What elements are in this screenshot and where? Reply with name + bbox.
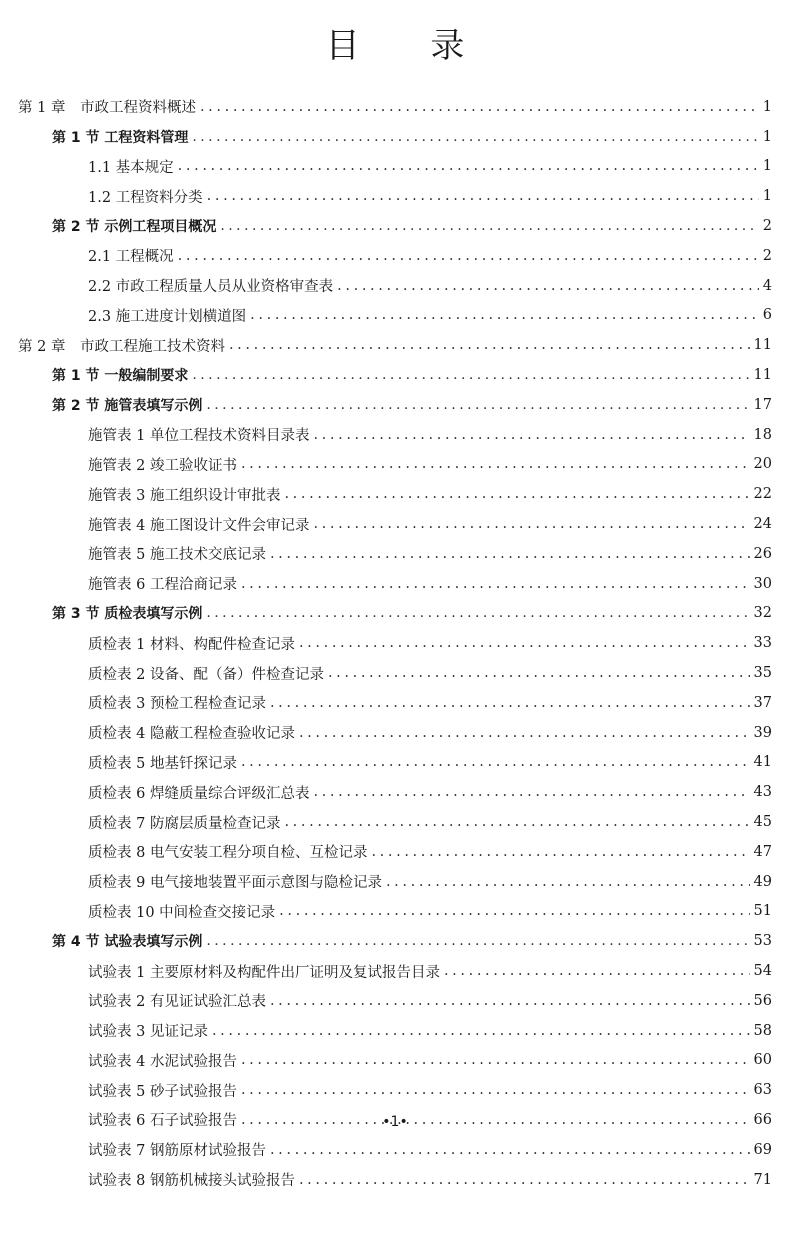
toc-dot-leader: [241, 455, 750, 473]
toc-item-entry[interactable]: [0, 628, 790, 658]
toc-item-entry[interactable]: [0, 1135, 790, 1165]
toc-entry-label: 质检表 7 防腐层质量检查记录: [88, 815, 281, 832]
toc-entry-label: 1.1 基本规定: [88, 159, 174, 176]
toc-item-entry[interactable]: [0, 1046, 790, 1076]
toc-section-entry[interactable]: [0, 599, 790, 629]
toc-entry-label: 质检表 5 地基钎探记录: [88, 755, 237, 772]
toc-section-entry[interactable]: [0, 390, 790, 420]
toc-dot-leader: [371, 843, 749, 861]
toc-entry-page-number: 2: [762, 218, 772, 235]
toc-dot-leader: [229, 336, 750, 354]
toc-entry-label: 施管表 4 施工图设计文件会审记录: [88, 517, 310, 534]
toc-entry-page-number: 20: [753, 456, 772, 473]
toc-entry-page-number: 49: [753, 873, 772, 890]
toc-entry-page-number: 37: [753, 694, 772, 711]
toc-entry-page-number: 43: [753, 784, 772, 801]
toc-dot-leader: [299, 634, 750, 652]
toc-dot-leader: [299, 1171, 750, 1189]
toc-entry-label: 质检表 10 中间检查交接记录: [88, 904, 276, 921]
toc-dot-leader: [270, 1141, 750, 1159]
toc-entry-label: 质检表 2 设备、配（备）件检查记录: [88, 666, 324, 683]
toc-dot-leader: [207, 187, 759, 205]
toc-item-entry[interactable]: [0, 450, 790, 480]
toc-entry-label: 第 2 节 施管表填写示例: [52, 397, 203, 414]
toc-dot-leader: [241, 753, 750, 771]
toc-entry-label: 试验表 8 钢筋机械接头试验报告: [88, 1173, 295, 1190]
toc-entry-label: 质检表 1 材料、构配件检查记录: [88, 636, 295, 653]
toc-entry-label: 第 2 节 示例工程项目概况: [52, 219, 217, 236]
toc-entry-page-number: 54: [753, 963, 772, 979]
toc-chapter-entry[interactable]: [0, 92, 790, 122]
toc-entry-page-number: 30: [753, 575, 772, 592]
toc-entry-page-number: 35: [753, 665, 772, 682]
toc-dot-leader: [313, 783, 749, 801]
toc-dot-leader: [200, 98, 759, 116]
toc-entry-page-number: 11: [753, 367, 772, 384]
toc-item-entry[interactable]: [0, 688, 790, 718]
toc-entry-page-number: 47: [753, 843, 772, 860]
toc-item-entry[interactable]: [0, 867, 790, 897]
toc-dot-leader: [250, 306, 759, 324]
toc-dot-leader: [299, 724, 750, 742]
toc-entry-page-number: 58: [753, 1022, 772, 1039]
toc-dot-leader: [212, 1022, 750, 1040]
toc-item-entry[interactable]: [0, 152, 790, 182]
toc-dot-leader: [192, 128, 758, 146]
toc-dot-leader: [241, 1051, 750, 1069]
toc-entry-page-number: 18: [753, 426, 772, 443]
toc-entry-page-number: 69: [753, 1141, 772, 1158]
toc-item-entry[interactable]: [0, 777, 790, 807]
toc-entry-label: 质检表 6 焊缝质量综合评级汇总表: [88, 785, 310, 802]
toc-item-entry[interactable]: [0, 479, 790, 509]
toc-dot-leader: [313, 515, 749, 533]
page-number: •1•: [382, 1114, 408, 1130]
toc-entry-page-number: 22: [753, 486, 772, 503]
toc-entry-label: 质检表 9 电气接地装置平面示意图与隐检记录: [88, 875, 382, 892]
toc-entry-label: 施管表 5 施工技术交底记录: [88, 547, 266, 564]
toc-item-entry[interactable]: [0, 956, 790, 986]
toc-entry-label: 施管表 6 工程洽商记录: [88, 577, 237, 594]
toc-dot-leader: [270, 992, 750, 1010]
toc-dot-leader: [206, 932, 749, 950]
toc-dot-leader: [241, 1081, 750, 1099]
table-of-contents: [0, 92, 790, 1194]
toc-item-entry[interactable]: [0, 986, 790, 1016]
toc-entry-label: 2.2 市政工程质量人员从业资格审查表: [88, 279, 334, 296]
toc-chapter-entry[interactable]: [0, 330, 790, 360]
toc-entry-page-number: 1: [762, 158, 772, 175]
toc-dot-leader: [206, 604, 749, 622]
toc-entry-label: 试验表 4 水泥试验报告: [88, 1053, 237, 1070]
toc-entry-page-number: 56: [753, 992, 772, 1009]
toc-dot-leader: [284, 813, 749, 831]
toc-entry-label: 试验表 5 砂子试验报告: [88, 1083, 237, 1100]
toc-entry-page-number: 32: [753, 605, 772, 622]
toc-dot-leader: [279, 902, 749, 920]
toc-dot-leader: [337, 277, 759, 295]
toc-entry-label: 2.1 工程概况: [88, 249, 174, 266]
toc-item-entry[interactable]: [0, 420, 790, 450]
toc-item-entry[interactable]: [0, 718, 790, 748]
toc-item-entry[interactable]: [0, 539, 790, 569]
toc-entry-page-number: 66: [753, 1111, 772, 1128]
toc-entry-label: 试验表 2 有见证试验汇总表: [88, 994, 266, 1011]
toc-entry-page-number: 60: [753, 1052, 772, 1069]
toc-entry-page-number: 2: [762, 247, 772, 264]
toc-item-entry[interactable]: [0, 1075, 790, 1105]
toc-entry-label: 质检表 4 隐蔽工程检查验收记录: [88, 726, 295, 743]
toc-dot-leader: [284, 485, 749, 503]
toc-entry-page-number: 39: [753, 724, 772, 741]
toc-entry-label: 2.3 施工进度计划横道图: [88, 308, 247, 325]
toc-entry-label: 第 1 节 工程资料管理: [52, 129, 189, 146]
toc-item-entry[interactable]: [0, 569, 790, 599]
toc-entry-label: 质检表 8 电气安装工程分项自检、互检记录: [88, 845, 368, 862]
toc-entry-page-number: 11: [753, 337, 772, 354]
toc-entry-page-number: 17: [753, 396, 772, 413]
toc-entry-page-number: 53: [753, 933, 772, 950]
toc-entry-page-number: 26: [753, 545, 772, 562]
toc-item-entry[interactable]: [0, 658, 790, 688]
toc-entry-label: 第 1 节 一般编制要求: [52, 368, 189, 385]
toc-item-entry[interactable]: [0, 1165, 790, 1195]
toc-entry-page-number: 45: [753, 814, 772, 831]
toc-entry-page-number: 1: [762, 98, 772, 115]
toc-dot-leader: [270, 694, 750, 712]
toc-entry-page-number: 24: [753, 516, 772, 533]
toc-entry-page-number: 33: [753, 635, 772, 652]
toc-section-entry[interactable]: [0, 926, 790, 956]
toc-entry-page-number: 6: [762, 307, 772, 324]
toc-entry-label: 试验表 1 主要原材料及构配件出厂证明及复试报告目录: [88, 964, 440, 981]
toc-item-entry[interactable]: [0, 241, 790, 271]
toc-item-entry[interactable]: [0, 837, 790, 867]
toc-entry-page-number: 1: [762, 188, 772, 205]
toc-entry-label: 试验表 6 石子试验报告: [88, 1113, 237, 1130]
toc-entry-label: 施管表 2 竣工验收证书: [88, 457, 237, 474]
toc-dot-leader: [386, 873, 750, 891]
toc-dot-leader: [192, 366, 749, 384]
toc-entry-label: 第 3 节 质检表填写示例: [52, 606, 203, 623]
toc-section-entry[interactable]: [0, 122, 790, 152]
toc-section-entry[interactable]: [0, 211, 790, 241]
toc-dot-leader: [178, 247, 759, 265]
toc-item-entry[interactable]: [0, 271, 790, 301]
toc-item-entry[interactable]: [0, 1016, 790, 1046]
toc-item-entry[interactable]: [0, 897, 790, 927]
toc-item-entry[interactable]: [0, 748, 790, 778]
toc-entry-label: 试验表 7 钢筋原材试验报告: [88, 1143, 266, 1160]
toc-dot-leader: [444, 962, 750, 980]
toc-dot-leader: [313, 426, 749, 444]
toc-entry-label: 第 2 章 市政工程施工技术资料: [18, 338, 225, 355]
toc-entry-page-number: 4: [762, 277, 772, 294]
toc-item-entry[interactable]: [0, 301, 790, 331]
toc-entry-label: 质检表 3 预检工程检查记录: [88, 696, 266, 713]
toc-dot-leader: [241, 575, 750, 593]
toc-entry-label: 第 1 章 市政工程资料概述: [18, 100, 196, 117]
toc-entry-page-number: 71: [753, 1171, 772, 1188]
toc-entry-label: 施管表 3 施工组织设计审批表: [88, 487, 281, 504]
toc-entry-page-number: 51: [753, 903, 772, 920]
toc-item-entry[interactable]: [0, 181, 790, 211]
toc-dot-leader: [206, 396, 749, 414]
toc-entry-label: 施管表 1 单位工程技术资料目录表: [88, 428, 310, 445]
toc-dot-leader: [328, 664, 750, 682]
toc-entry-page-number: 63: [753, 1082, 772, 1099]
toc-dot-leader: [178, 157, 759, 175]
toc-entry-label: 1.2 工程资料分类: [88, 189, 203, 206]
toc-dot-leader: [220, 217, 758, 235]
toc-dot-leader: [270, 545, 750, 563]
toc-item-entry[interactable]: [0, 509, 790, 539]
toc-entry-label: 第 4 节 试验表填写示例: [52, 934, 203, 951]
toc-section-entry[interactable]: [0, 360, 790, 390]
toc-entry-label: 试验表 3 见证记录: [88, 1024, 208, 1041]
toc-item-entry[interactable]: [0, 807, 790, 837]
toc-entry-page-number: 41: [753, 754, 772, 771]
page-title: 目 录: [325, 26, 495, 66]
toc-entry-page-number: 1: [762, 128, 772, 145]
